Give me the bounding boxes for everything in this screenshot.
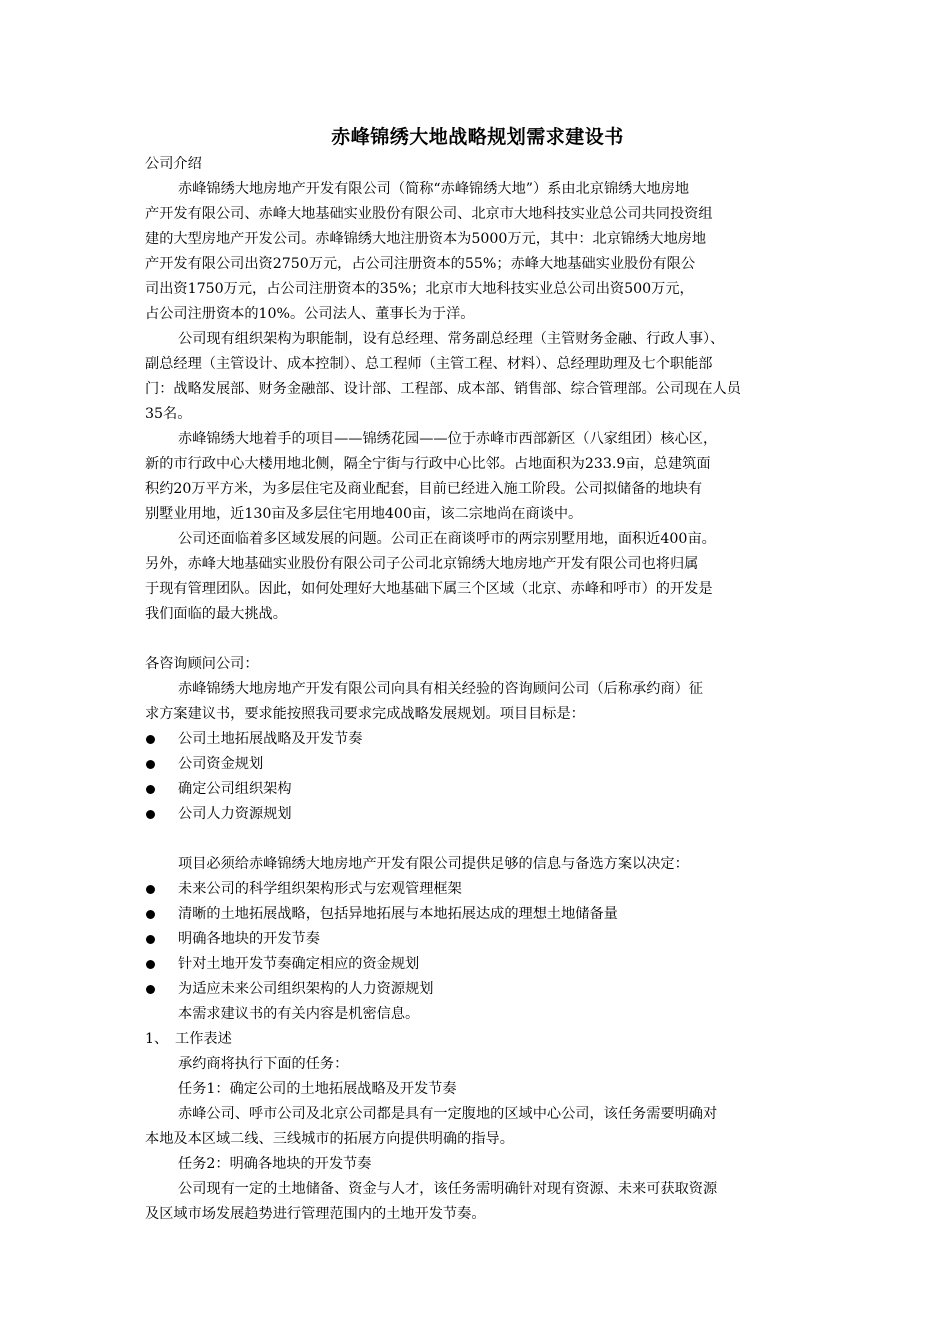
paragraph-line: 我们面临的最大挑战。: [145, 606, 287, 622]
goal-list-item: [145, 777, 810, 802]
paragraph-line: 承约商将执行下面的任务：: [178, 1056, 349, 1072]
paragraph-line: 于现有管理团队。因此，如何处理好大地基础下属三个区域（北京、赤峰和呼市）的开发是: [145, 581, 713, 597]
decision-list-item: [145, 902, 810, 927]
section-heading-consult: 各咨询顾问公司：: [145, 656, 259, 672]
paragraph-line: 另外，赤峰大地基础实业股份有限公司子公司北京锦绣大地房地产开发有限公司也将归属: [145, 556, 699, 572]
bullet-icon: [146, 985, 155, 994]
goal-text: 确定公司组织架构: [178, 781, 292, 797]
decision-text: 针对土地开发节奏确定相应的资金规划: [178, 956, 420, 972]
decision-text: 未来公司的科学组织架构形式与宏观管理框架: [178, 881, 462, 897]
paragraph-line: 公司现有一定的土地储备、资金与人才，该任务需明确针对现有资源、未来可获取资源: [178, 1181, 718, 1197]
bullet-icon: [146, 960, 155, 969]
bullet-icon: [146, 760, 155, 769]
bullet-icon: [146, 810, 155, 819]
bullet-icon: [146, 910, 155, 919]
document-title: 赤峰锦绣大地战略规划需求建设书: [331, 126, 624, 148]
paragraph-line: 别墅业用地，近130亩及多层住宅用地400亩，该二宗地尚在商谈中。: [145, 506, 583, 522]
bullet-icon: [146, 935, 155, 944]
paragraph-line: 项目必须给赤峰锦绣大地房地产开发有限公司提供足够的信息与备选方案以决定：: [178, 856, 689, 872]
goal-text: 公司土地拓展战略及开发节奏: [178, 731, 363, 747]
paragraph-line: 赤峰锦绣大地着手的项目——锦绣花园——位于赤峰市西部新区（八家组团）核心区，: [178, 431, 718, 447]
paragraph-line: 建的大型房地产开发公司。赤峰锦绣大地注册资本为5000万元，其中：北京锦绣大地房地: [145, 231, 707, 247]
decision-text: 清晰的土地拓展战略，包括异地拓展与本地拓展达成的理想土地储备量: [178, 906, 618, 922]
paragraph-line: 积约20万平方米，为多层住宅及商业配套，目前已经进入施工阶段。公司拟储备的地块有: [145, 481, 703, 497]
paragraph-line: 公司还面临着多区域发展的问题。公司正在商谈呼市的两宗别墅用地，面积近400亩。: [178, 531, 716, 547]
paragraph-line: 及区域市场发展趋势进行管理范围内的土地开发节奏。: [145, 1206, 486, 1222]
section-heading-text: 工作表述: [175, 1031, 232, 1047]
decision-list-item: [145, 927, 810, 952]
decision-text: 为适应未来公司组织架构的人力资源规划: [178, 981, 434, 997]
decision-list-item: [145, 952, 810, 977]
task-title: 任务2：明确各地块的开发节奏: [178, 1156, 372, 1172]
decision-list-item: [145, 977, 810, 1002]
goal-text: 公司人力资源规划: [178, 806, 292, 822]
goal-text: 公司资金规划: [178, 756, 264, 772]
paragraph-line: 占公司注册资本的10%。公司法人、董事长为于洋。: [145, 306, 475, 322]
paragraph-line: 副总经理（主管设计、成本控制）、总工程师（主管工程、材料）、总经理助理及七个职能部: [145, 356, 713, 372]
confidential-note: 本需求建议书的有关内容是机密信息。: [178, 1006, 420, 1022]
blank-line: [145, 627, 810, 652]
goal-list-item: [145, 752, 810, 777]
paragraph-line: 赤峰锦绣大地房地产开发有限公司向具有相关经验的咨询顾问公司（后称承约商）征: [178, 681, 703, 697]
paragraph-line: 赤峰公司、呼市公司及北京公司都是具有一定腹地的区域中心公司，该任务需要明确对: [178, 1106, 718, 1122]
blank-line: [145, 827, 810, 852]
decision-text: 明确各地块的开发节奏: [178, 931, 320, 947]
bullet-icon: [146, 885, 155, 894]
paragraph-line: 求方案建议书，要求能按照我司要求完成战略发展规划。项目目标是：: [145, 706, 585, 722]
section-heading-work: [145, 1027, 810, 1052]
decision-list-item: [145, 877, 810, 902]
paragraph-line: 产开发有限公司出资2750万元，占公司注册资本的55%；赤峰大地基础实业股份有限公: [145, 256, 696, 272]
paragraph-line: 公司现有组织架构为职能制，设有总经理、常务副总经理（主管财务金融、行政人事）、: [178, 331, 725, 347]
paragraph-line: 赤峰锦绣大地房地产开发有限公司（简称“赤峰锦绣大地”）系由北京锦绣大地房地: [178, 181, 690, 197]
paragraph-line: 新的市行政中心大楼用地北侧，隔全宁街与行政中心比邻。占地面积为233.9亩，总建筑面: [145, 456, 711, 472]
goal-list-item: [145, 802, 810, 827]
task-title: 任务1：确定公司的土地拓展战略及开发节奏: [178, 1081, 457, 1097]
document-page: [145, 124, 810, 1227]
section-heading-intro: 公司介绍: [145, 156, 202, 172]
paragraph-line: 司出资1750万元，占公司注册资本的35%；北京市大地科技实业总公司出资500万元，: [145, 281, 694, 297]
bullet-icon: [146, 735, 155, 744]
bullet-icon: [146, 785, 155, 794]
paragraph-line: 本地及本区域二线、三线城市的拓展方向提供明确的指导。: [145, 1131, 514, 1147]
section-number: 1、: [145, 1031, 169, 1047]
goal-list-item: [145, 727, 810, 752]
paragraph-line: 门：战略发展部、财务金融部、设计部、工程部、成本部、销售部、综合管理部。公司现在人员: [145, 381, 741, 397]
paragraph-line: 产开发有限公司、赤峰大地基础实业股份有限公司、北京市大地科技实业总公司共同投资组: [145, 206, 713, 222]
paragraph-line: 35名。: [145, 406, 192, 422]
